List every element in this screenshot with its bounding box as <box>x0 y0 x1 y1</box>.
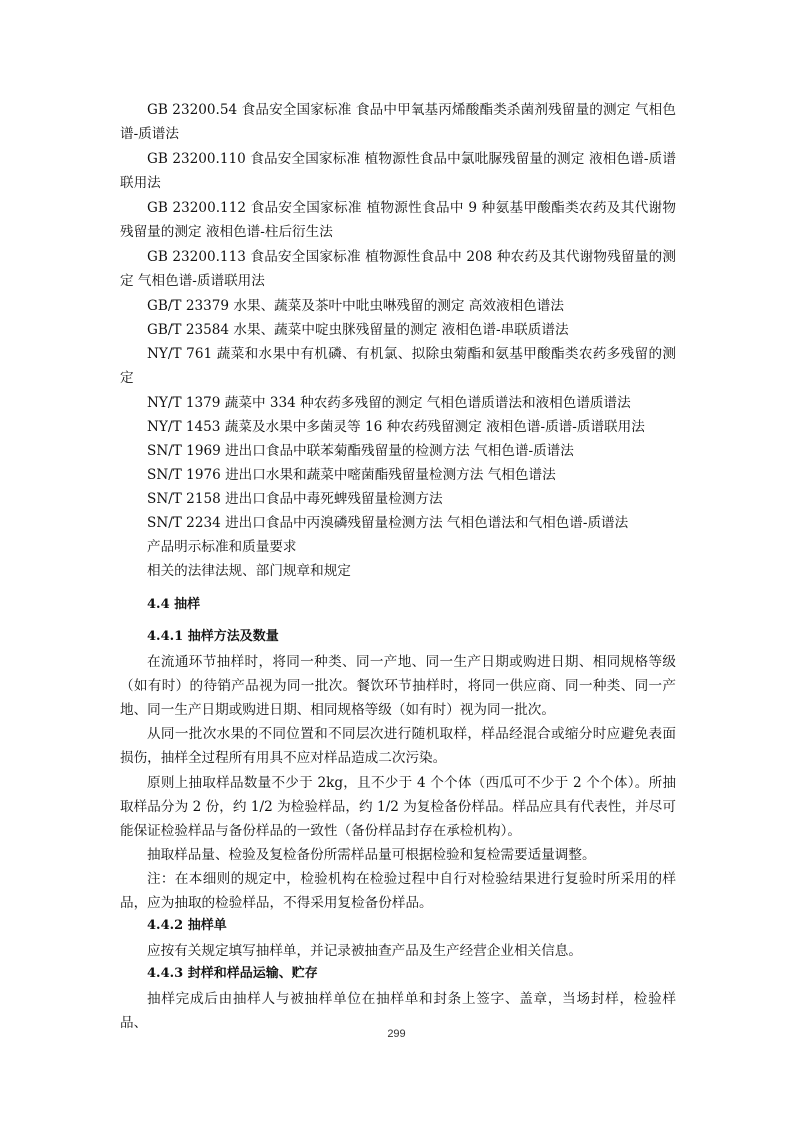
body-paragraph: 抽取样品量、检验及复检备份所需样品量可根据检验和复检需要适量调整。 <box>147 847 596 863</box>
reference-item: GB/T 23584 水果、蔬菜中啶虫脒残留量的测定 液相色谱-串联质谱法 <box>147 322 569 338</box>
section-heading-4-4-1: 4.4.1 抽样方法及数量 <box>147 629 279 644</box>
section-heading-4-4-3: 4.4.3 封样和样品运输、贮存 <box>147 966 318 981</box>
reference-item: SN/T 1976 进出口水果和蔬菜中嘧菌酯残留量检测方法 气相色谱法 <box>147 467 556 483</box>
reference-item: SN/T 1969 进出口食品中联苯菊酯残留量的检测方法 气相色谱-质谱法 <box>147 443 574 459</box>
note-paragraph: 注：在本细则的规定中，检验机构在检验过程中自行对检验结果进行复验时所采用的样品，应为抽取的检验样品，不得采用复检备份样品。 <box>120 871 676 911</box>
reference-item: NY/T 1379 蔬菜中 334 种农药多残留的测定 气相色谱质谱法和液相色谱质谱法 <box>147 395 631 411</box>
body-paragraph: 抽样完成后由抽样人与被抽样单位在抽样单和封条上签字、盖章，当场封样，检验样品、 <box>120 991 676 1031</box>
page-number: 299 <box>387 1028 406 1040</box>
body-paragraph: 原则上抽取样品数量不少于 2kg，且不少于 4 个个体（西瓜可不少于 2 个个体）。所抽取样品分为 2 份，约 1/2 为检验样品，约 1/2 为复检备份样品。样品应具有代表性，并尽可能保证检验样品与备份样品的一致性（备份样品封存在承检机构）。 <box>120 775 676 839</box>
section-heading-4-4-2: 4.4.2 抽样单 <box>147 918 227 933</box>
reference-item: SN/T 2158 进出口食品中毒死蜱残留量检测方法 <box>147 491 443 507</box>
reference-item: GB 23200.110 食品安全国家标准 植物源性食品中氯吡脲残留量的测定 液相色谱-质谱联用法 <box>120 151 676 191</box>
reference-item: SN/T 2234 进出口食品中丙溴磷残留量检测方法 气相色谱法和气相色谱-质谱法 <box>147 515 629 531</box>
reference-item: GB 23200.113 食品安全国家标准 植物源性食品中 208 种农药及其代谢物残留量的测定 气相色谱-质谱联用法 <box>120 249 676 289</box>
reference-item: 相关的法律法规、部门规章和规定 <box>147 563 351 579</box>
body-paragraph: 在流通环节抽样时，将同一种类、同一产地、同一生产日期或购进日期、相同规格等级（如有时）的待销产品视为同一批次。餐饮环节抽样时，将同一供应商、同一种类、同一产地、同一生产日期或购进日期、相同规格等级（如有时）视为同一批次。 <box>120 654 676 718</box>
section-heading-4-4: 4.4 抽样 <box>147 597 201 612</box>
reference-item: 产品明示标准和质量要求 <box>147 539 297 555</box>
body-paragraph: 从同一批次水果的不同位置和不同层次进行随机取样，样品经混合或缩分时应避免表面损伤，抽样全过程所有用具不应对样品造成二次污染。 <box>120 726 676 766</box>
reference-item: NY/T 1453 蔬菜及水果中多菌灵等 16 种农药残留测定 液相色谱-质谱-质谱联用法 <box>147 419 645 435</box>
reference-item: NY/T 761 蔬菜和水果中有机磷、有机氯、拟除虫菊酯和氨基甲酸酯类农药多残留的测定 <box>120 346 676 386</box>
body-paragraph: 应按有关规定填写抽样单，并记录被抽查产品及生产经营企业相关信息。 <box>147 943 582 959</box>
reference-item: GB 23200.54 食品安全国家标准 食品中甲氧基丙烯酸酯类杀菌剂残留量的测定 气相色谱-质谱法 <box>120 102 676 142</box>
reference-item: GB 23200.112 食品安全国家标准 植物源性食品中 9 种氨基甲酸酯类农药及其代谢物残留量的测定 液相色谱-柱后衍生法 <box>120 200 676 240</box>
reference-item: GB/T 23379 水果、蔬菜及茶叶中吡虫啉残留的测定 高效液相色谱法 <box>147 298 564 314</box>
